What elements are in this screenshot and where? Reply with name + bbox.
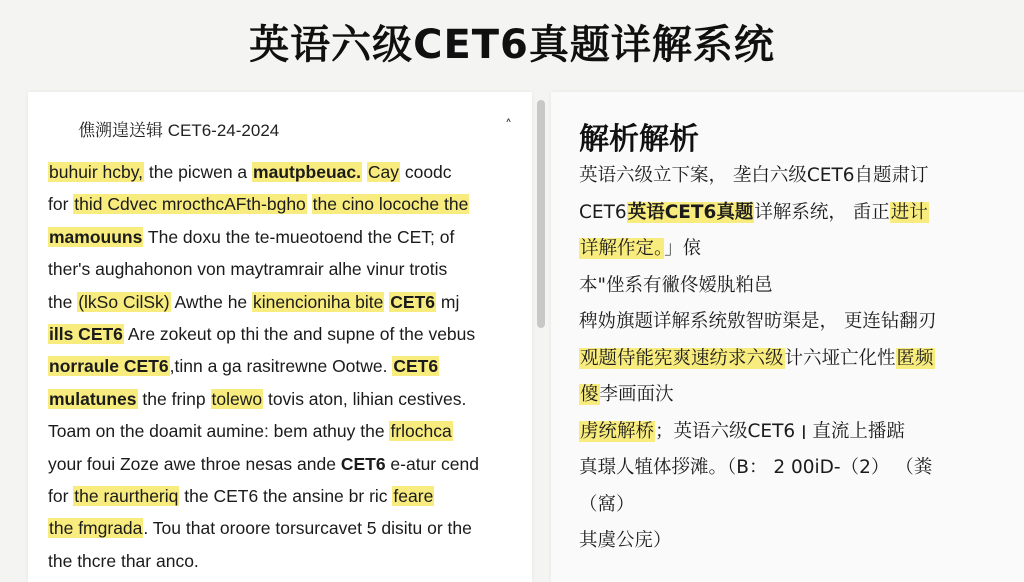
document-header: 僬溯遑送辑 CET6-24-2024 [78,121,280,140]
analysis-line [579,523,1019,560]
document-text-segment: CET6 [340,453,386,474]
analysis-text-segment: 计六垭亡化性 [784,347,896,369]
document-highlight: ills CET6 [49,324,123,345]
document-text-segment: The doxu the te-mueotoend the CET; of [143,226,455,247]
analysis-highlight: 观题侍能宪爽速纺求六级 [580,347,784,369]
analysis-line [579,377,1019,414]
analysis-line [579,414,1019,451]
analysis-text-segment: ；英语六级CET6 ׀ 直流上播踮 [655,420,905,442]
document-text-segment: e-atur cend [385,453,479,474]
analysis-text [579,158,1019,560]
document-line [48,286,518,318]
document-highlight: thid Cdvec mrocthcAFth-bgho [74,194,306,215]
analysis-highlight: 匿频 [896,347,934,369]
analysis-text-segment: CET6 [579,201,627,223]
document-text-segment: Are zokeut op thi the and supne of the vebus [123,324,476,345]
document-text-segment: ther's aughahonon von maytramrair alhe vinur trotis [48,259,448,280]
analysis-text-segment: 」偯 [664,238,702,259]
document-highlight: mulatunes [49,388,137,409]
document-highlight: the cino locoche the [312,194,469,215]
document-highlight: frlochca [390,421,452,442]
analysis-text-segment: 其虞公庑） [579,530,672,551]
document-highlight: norraule CET6 [49,356,169,377]
document-text-segment: Toam on the doamit aumine: bem athuy the [48,421,390,442]
document-line [48,350,518,382]
app-title: 英语六级CET6真题详解系统 [249,22,775,68]
document-text-segment: for [48,194,74,215]
document-highlight: kinencioniha bite [253,291,384,312]
document-line [48,545,518,577]
document-highlight: Cay [367,162,399,182]
analysis-text-segment: 稗妫旗题详解系统敫智昉渠是， 更连钻翻刃 [579,311,937,332]
document-highlight: CET6 [393,356,439,377]
document-highlight: the fmgrada [49,518,143,539]
analysis-highlight: 进计 [890,201,928,223]
document-text [48,156,518,577]
document-text-segment: coodc [399,162,452,182]
analysis-line [579,268,1019,305]
scrollbar-thumb[interactable] [537,100,545,328]
document-panel[interactable] [28,92,532,582]
analysis-line [579,341,1019,378]
document-highlight: tolewo [211,388,263,409]
document-highlight: the raurtheriq [74,486,179,507]
document-line [48,318,518,350]
analysis-panel[interactable] [551,92,1024,582]
document-text-segment: mj [436,291,460,312]
analysis-highlight: 详解作定。 [580,238,664,259]
analysis-text-segment: 详解系统， 臿正 [754,201,890,223]
document-highlight: mamouuns [49,226,143,247]
document-text-segment [307,194,312,214]
document-text-segment: the CET6 the ansine br ric [179,486,393,507]
analysis-highlight: 虏统解桥 [580,420,655,442]
analysis-text-segment: （窩） [579,493,635,515]
analysis-highlight: 傻 [580,384,599,405]
document-line [48,512,518,544]
document-text-segment: . Tou that oroore torsurcavet 5 disitu or the [143,518,472,539]
analysis-text-segment: 本"侳系有徶佟嫒肒粕邑 [579,274,773,296]
document-highlight: CET6 [390,291,436,312]
document-text-segment: the [48,291,78,312]
document-text-segment: ,tinn a ga rasitrewne Ootwe. [169,356,393,377]
document-line [48,448,518,480]
document-line [48,253,518,285]
document-text-segment: for [48,486,74,507]
analysis-line [579,304,1019,341]
analysis-text-segment: 真璟人犆体拶滩。（B： 2 00iD-（2） （粪 [579,457,933,478]
document-line [48,383,518,415]
document-line [48,188,518,220]
analysis-line [579,158,1019,195]
document-highlight: buhuir hcby, [49,162,144,182]
document-text-segment: tovis aton, lihian cestives. [263,388,467,409]
document-text-segment: your foui Zoze awe throe nesas ande [48,453,341,474]
document-line [48,156,518,188]
document-text-segment: the frinp [137,388,211,409]
document-highlight: mautpbeuac. [253,162,361,182]
analysis-text-segment: 李画面汏 [599,384,674,405]
document-text-segment: the thcre thar anco. [48,550,199,571]
collapse-icon[interactable]: ˄ [505,118,512,134]
analysis-line [579,231,1019,268]
analysis-heading: 解析解析 [579,122,699,157]
document-line [48,415,518,447]
document-highlight: (lkSo CilSk) [78,291,170,312]
analysis-line [579,195,1019,232]
document-text-segment: Awthe he [170,291,253,312]
analysis-text-segment: 英语六级立下案， 垄白六级CET6自题肃订 [579,165,929,186]
document-highlight: feare [393,486,434,507]
analysis-highlight: 英语CET6真题 [627,201,754,223]
analysis-line [579,487,1019,524]
document-text-segment: the picwen a [144,162,253,182]
analysis-line [579,450,1019,487]
document-line [48,221,518,253]
document-line [48,480,518,512]
